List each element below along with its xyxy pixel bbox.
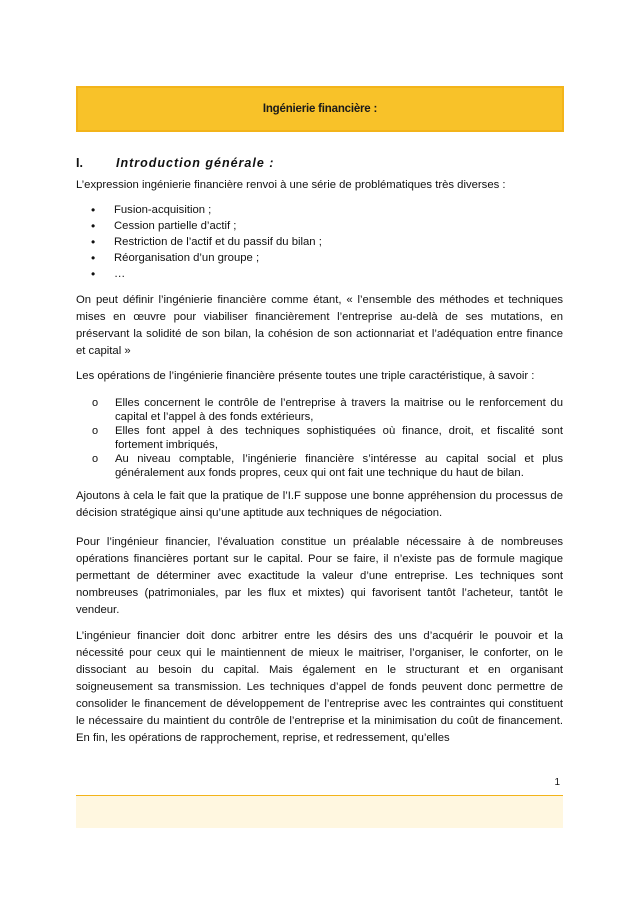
- bullet-list: [76, 202, 563, 282]
- footer-bar: [76, 795, 563, 828]
- characteristics-intro: Les opérations de l’ingénierie financière présente toutes une triple caractéristique, à savoir :: [76, 370, 535, 382]
- bullet-icon: •: [91, 267, 96, 281]
- section-title: Introduction générale :: [116, 156, 275, 170]
- document-title: Ingénierie financière :: [262, 103, 378, 115]
- list-item: • Restriction de l’actif et du passif du bilan ;: [91, 235, 322, 249]
- section-heading: [76, 156, 274, 170]
- circle-bullet-icon: o: [92, 397, 99, 409]
- circle-bullet-icon: o: [92, 453, 99, 465]
- section-number: I.: [76, 156, 83, 170]
- list-item: o Elles concernent le contrôle de l’entreprise à travers la maitrise ou le renforcement du capital et l’appel à des fonds extérieurs,: [92, 397, 563, 423]
- document-title-box: [76, 86, 564, 132]
- definition-paragraph: On peut définir l’ingénierie financière comme étant, « l’ensemble des méthodes et techniques mises en œuvre pour viabiliser financièrement l’entreprise au-delà de ses mutations, en préservant la solidité de son bilan, la cohésion de son actionnariat et l’adéquation entre finance et capital »: [76, 294, 563, 357]
- list-item: • Réorganisation d’un groupe ;: [91, 251, 260, 265]
- bullet-icon: •: [91, 203, 96, 217]
- list-item: • Fusion-acquisition ;: [91, 203, 212, 217]
- list-item: • Cession partielle d’actif ;: [91, 219, 237, 233]
- page-number: 1: [554, 777, 560, 788]
- bullet-icon: •: [91, 219, 96, 233]
- list-item: • …: [91, 267, 126, 281]
- list-item: o Elles font appel à des techniques sophistiquées où finance, droit, et fiscalité sont fortement imbriqués,: [92, 425, 563, 451]
- bullet-icon: •: [91, 251, 96, 265]
- intro-paragraph: L’expression ingénierie financière renvoi à une série de problématiques très diverses :: [76, 179, 506, 191]
- list-item: o Au niveau comptable, l’ingénierie financière s’intéresse au capital social et plus généralement aux fonds propres, ceux qui ont fait une technique du haut de bilan.: [92, 453, 563, 479]
- evaluation-paragraph: Pour l’ingénieur financier, l’évaluation constitue un préalable nécessaire à de nombreuses opérations financières portant sur le capital. Pour se faire, il n’existe pas de formule magique permettant de déterminer avec exactitude la valeur d’une entreprise. Les techniques sont nombreuses (patrimoniales, par les flux et mixtes) qui favorisent tantôt l’acheteur, tantôt le vendeur.: [76, 536, 563, 616]
- bullet-icon: •: [91, 235, 96, 249]
- characteristics-list: [76, 396, 563, 480]
- circle-bullet-icon: o: [92, 425, 99, 437]
- arbitration-paragraph: L’ingénieur financier doit donc arbitrer entre les désirs des uns d’acquérir le pouvoir et la nécessité pour ceux qui le maintiennent de mieux le maitriser, l’organiser, le conforter, on le dissociant au besoin du capital. Mais également en le structurant et en organisant soigneusement sa transmission. Les techniques d’appel de fonds peuvent donc permettre de consolider le financement de développement de l’entreprise avec les contraintes qui constituent le nécessaire du maintient du contrôle de l’entreprise et la minimisation du coût de financement. En fin, les opérations de rapprochement, reprise, et redressement, qu’elles: [76, 630, 563, 744]
- negotiation-paragraph: Ajoutons à cela le fait que la pratique de l’I.F suppose une bonne appréhension du processus de décision stratégique ainsi qu’une aptitude aux techniques de négociation.: [76, 490, 563, 519]
